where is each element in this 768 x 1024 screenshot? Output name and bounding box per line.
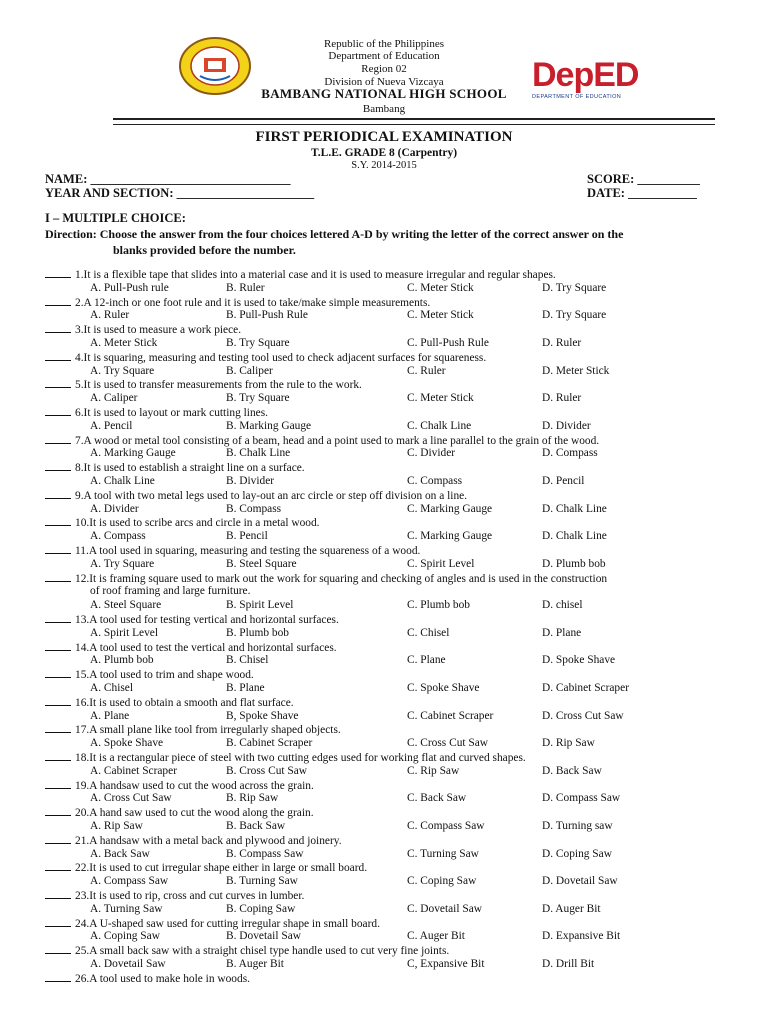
choice-a: A. Pull-Push rule <box>90 281 169 294</box>
question-17 <box>45 723 341 736</box>
choice-d: D. Rip Saw <box>542 737 595 750</box>
answer-blank[interactable] <box>45 351 71 361</box>
choice-c: C. Chalk Line <box>407 419 472 432</box>
choice-d: D. Spoke Shave <box>542 654 616 667</box>
choice-b: B. Chisel <box>226 654 269 667</box>
question-number: 1. <box>75 269 84 281</box>
choice-d: D. Ruler <box>542 337 582 349</box>
header-rule <box>113 118 715 120</box>
choice-a: A. Meter Stick <box>90 337 158 349</box>
choice-b: B. Back Saw <box>226 820 286 832</box>
choice-a: A. Rip Saw <box>90 820 143 832</box>
choice-d: D. Auger Bit <box>542 902 601 915</box>
answer-blank[interactable] <box>45 572 71 582</box>
choice-a: A. Chisel <box>90 682 134 694</box>
choice-c: C. Turning Saw <box>407 847 479 860</box>
question-text: It is used to cut irregular shape either in large or small board. <box>89 862 368 875</box>
question-22 <box>45 861 367 874</box>
answer-blank[interactable] <box>45 668 71 678</box>
question-text: A hand saw used to cut the wood along the grain. <box>89 807 314 820</box>
question-1 <box>45 268 556 281</box>
question-5 <box>45 378 362 391</box>
choice-c: C. Marking Gauge <box>407 530 493 543</box>
answer-blank[interactable] <box>45 641 71 651</box>
choice-a: A. Spoke Shave <box>90 737 164 750</box>
choice-c: C. Meter Stick <box>407 309 474 322</box>
choice-c: C. Cross Cut Saw <box>407 737 489 750</box>
choice-a: A. Plane <box>90 709 130 722</box>
choice-a: A. Cross Cut Saw <box>90 792 172 805</box>
choice-a: A. Chalk Line <box>90 475 155 487</box>
school-year: S.Y. 2014-2015 <box>351 160 417 171</box>
question-7 <box>45 434 599 447</box>
question-number: 13. <box>75 614 90 626</box>
question-text-continued: of roof framing and large furniture. <box>90 585 251 598</box>
question-20 <box>45 806 314 819</box>
answer-blank[interactable] <box>45 751 71 761</box>
question-14 <box>45 641 337 654</box>
question-19 <box>45 779 314 792</box>
choice-b: B. Steel Square <box>226 557 297 570</box>
question-number: 8. <box>75 462 84 475</box>
question-text: A tool with two metal legs used to lay-out an arc circle or step off division on a line. <box>83 489 468 502</box>
choice-b: B, Spoke Shave <box>226 709 299 722</box>
choice-b: B. Ruler <box>226 281 265 294</box>
question-10 <box>45 516 320 529</box>
answer-blank[interactable] <box>45 461 71 471</box>
answer-blank[interactable] <box>45 834 71 844</box>
question-number: 11. <box>75 545 89 557</box>
question-text: A tool used to trim and shape wood. <box>89 669 254 682</box>
choice-a: A. Spirit Level <box>90 626 159 639</box>
answer-blank[interactable] <box>45 434 71 444</box>
year-section-field[interactable]: YEAR AND SECTION: ______________________ <box>45 186 315 200</box>
answer-blank[interactable] <box>45 268 71 278</box>
choice-b: B. Coping Saw <box>226 902 296 915</box>
name-field[interactable]: NAME: ________________________________ <box>45 172 291 186</box>
choice-b: B. Cabinet Scraper <box>226 737 313 750</box>
answer-blank[interactable] <box>45 917 71 927</box>
exam-subject: T.L.E. GRADE 8 (Carpentry) <box>310 147 458 159</box>
question-text: A tool used in squaring, measuring and testing the squareness of a wood. <box>88 545 421 557</box>
choice-d: D. Compass <box>542 447 598 460</box>
question-text: A small back saw with a straight chisel type handle used to cut very fine joints. <box>89 945 450 958</box>
choice-c: C, Expansive Bit <box>407 958 485 970</box>
question-number: 16. <box>75 696 90 709</box>
choice-a: A. Dovetail Saw <box>90 958 166 970</box>
choice-b: B. Cross Cut Saw <box>226 764 308 777</box>
choice-b: B. Compass Saw <box>226 847 304 860</box>
question-number: 23. <box>75 890 90 902</box>
choice-d: D. Cabinet Scraper <box>542 682 629 694</box>
header-region: Region 02 <box>361 63 407 75</box>
choice-a: A. Caliper <box>90 392 138 405</box>
choice-b: B. Try Square <box>226 337 290 349</box>
deped-logo-text: DepED <box>532 56 639 94</box>
answer-blank[interactable] <box>45 516 71 526</box>
answer-blank[interactable] <box>45 296 71 306</box>
choice-c: C. Marking Gauge <box>407 502 493 515</box>
question-number: 4. <box>75 351 84 364</box>
answer-blank[interactable] <box>45 723 71 733</box>
choice-a: A. Try Square <box>90 557 155 570</box>
choice-d: D. chisel <box>542 599 583 612</box>
question-number: 18. <box>75 752 90 764</box>
question-text: It is used to measure a work piece. <box>83 324 242 337</box>
answer-blank[interactable] <box>45 779 71 789</box>
question-text: It is used to obtain a smooth and flat surface. <box>89 696 294 709</box>
choice-d: D. Cross Cut Saw <box>542 709 624 722</box>
question-25 <box>45 944 449 957</box>
question-text: It is framing square used to mark out the work for squaring and checking of angles and is used in the construction <box>89 572 608 585</box>
question-3 <box>45 323 241 336</box>
question-number: 12. <box>75 572 90 585</box>
choice-d: D. Chalk Line <box>542 502 607 515</box>
question-number: 3. <box>75 324 84 337</box>
question-number: 24. <box>75 917 90 930</box>
choice-c: C. Back Saw <box>407 792 467 805</box>
question-text: It is used to rip, cross and cut curves in lumber. <box>89 890 305 902</box>
question-text: It is used to layout or mark cutting lines. <box>83 407 268 419</box>
choice-d: D. Ruler <box>542 392 582 405</box>
choice-c: C. Ruler <box>407 364 446 377</box>
choice-b: B. Caliper <box>226 364 273 377</box>
choice-c: C. Dovetail Saw <box>407 902 482 915</box>
choice-c: C. Spoke Shave <box>407 682 480 694</box>
question-8 <box>45 461 305 474</box>
choice-c: C. Plumb bob <box>407 599 470 612</box>
answer-blank[interactable] <box>45 889 71 899</box>
question-text: A handsaw used to cut the wood across the grain. <box>89 779 314 792</box>
choice-a: A. Divider <box>90 502 139 515</box>
answer-blank[interactable] <box>45 696 71 706</box>
question-text: A U-shaped saw used for cutting irregular shape in small board. <box>89 917 380 930</box>
choice-b: B. Chalk Line <box>226 447 291 460</box>
choice-d: D. Try Square <box>542 309 607 322</box>
question-number: 19. <box>75 779 90 792</box>
choice-d: D. Turning saw <box>542 820 613 832</box>
question-12 <box>45 572 607 585</box>
choice-c: C. Compass Saw <box>407 820 485 832</box>
choice-c: C. Cabinet Scraper <box>407 709 494 722</box>
question-text: A handsaw with a metal back and plywood and joinery. <box>89 834 342 847</box>
question-text: A tool used to make hole in woods. <box>89 972 250 985</box>
choice-d: D. Divider <box>542 419 591 432</box>
question-text: It is squaring, measuring and testing tool used to check adjacent surfaces for squareness. <box>83 351 487 364</box>
question-16 <box>45 696 294 709</box>
question-number: 17. <box>75 724 90 737</box>
deped-logo-subtitle: DEPARTMENT OF EDUCATION <box>532 94 622 100</box>
question-text: A wood or metal tool consisting of a beam, head and a point used to mark a line parallel to the grain of the wood. <box>83 434 600 447</box>
choice-c: C. Meter Stick <box>407 281 474 294</box>
date-field[interactable]: DATE: ___________ <box>587 186 697 200</box>
choice-d: D. Pencil <box>542 475 585 487</box>
answer-blank[interactable] <box>45 944 71 954</box>
choice-a: A. Ruler <box>90 309 130 322</box>
deped-logo <box>532 58 654 104</box>
direction-line2: blanks provided before the number. <box>113 243 296 257</box>
choice-c: C. Spirit Level <box>407 557 475 570</box>
question-23 <box>45 889 304 902</box>
question-text: It is used to transfer measurements from the rule to the work. <box>83 379 362 392</box>
question-text: A tool used for testing vertical and horizontal surfaces. <box>89 614 339 626</box>
choice-b: B. Dovetail Saw <box>226 930 301 943</box>
answer-blank[interactable] <box>45 323 71 333</box>
question-text: It is used to scribe arcs and circle in a metal wood. <box>89 517 320 530</box>
choice-b: B. Turning Saw <box>226 875 298 888</box>
question-4 <box>45 351 486 364</box>
question-number: 7. <box>75 434 84 447</box>
choice-d: D. Compass Saw <box>542 792 621 805</box>
header-division: Division of Nueva Vizcaya <box>324 76 444 88</box>
choice-c: C. Plane <box>407 654 446 667</box>
choice-b: B. Spirit Level <box>226 599 294 612</box>
choice-d: D. Dovetail Saw <box>542 875 618 888</box>
choice-c: C. Rip Saw <box>407 764 460 777</box>
answer-blank[interactable] <box>45 489 71 499</box>
choice-d: D. Coping Saw <box>542 847 612 860</box>
choice-a: A. Try Square <box>90 364 155 377</box>
question-text: A small plane like tool from irregularly shaped objects. <box>89 724 341 737</box>
answer-blank[interactable] <box>45 406 71 416</box>
header-department: Department of Education <box>328 50 440 62</box>
direction-line1: Direction: Choose the answer from the four choices lettered A-D by writing the letter of the correct answer on the <box>45 227 624 241</box>
question-number: 20. <box>75 807 90 820</box>
answer-blank[interactable] <box>45 613 71 623</box>
choice-a: A. Compass Saw <box>90 875 169 888</box>
question-number: 6. <box>75 407 84 419</box>
exam-title: FIRST PERIODICAL EXAMINATION <box>255 129 513 145</box>
choice-b: B. Plane <box>226 682 265 694</box>
question-number: 14. <box>75 641 90 654</box>
choice-a: A. Coping Saw <box>90 930 160 943</box>
answer-blank[interactable] <box>45 861 71 871</box>
choice-c: C. Compass <box>407 475 463 487</box>
choice-b: B. Divider <box>226 475 275 487</box>
question-number: 9. <box>75 489 84 502</box>
choice-a: A. Compass <box>90 530 146 543</box>
score-field[interactable]: SCORE: __________ <box>587 172 700 186</box>
choice-d: D. Drill Bit <box>542 958 595 970</box>
school-name: BAMBANG NATIONAL HIGH SCHOOL <box>261 86 507 101</box>
question-21 <box>45 834 342 847</box>
choice-a: A. Steel Square <box>90 599 162 612</box>
answer-blank[interactable] <box>45 378 71 388</box>
header-republic: Republic of the Philippines <box>323 38 445 50</box>
question-text: A tool used to test the vertical and horizontal surfaces. <box>89 641 337 654</box>
choice-b: B. Auger Bit <box>226 958 284 970</box>
choice-a: A. Pencil <box>90 419 133 432</box>
question-9 <box>45 489 467 502</box>
choice-b: B. Compass <box>226 502 282 515</box>
choice-c: C. Coping Saw <box>407 875 477 888</box>
question-text: It is a rectangular piece of steel with two cutting edges used for working flat and curved shapes. <box>89 752 526 764</box>
choice-c: C. Auger Bit <box>407 930 465 943</box>
choice-c: C. Pull-Push Rule <box>407 337 489 349</box>
question-text: It is a flexible tape that slides into a material case and it is used to measure irregular and regular shapes. <box>83 269 556 281</box>
question-number: 15. <box>75 669 90 682</box>
choice-b: B. Try Square <box>226 392 290 405</box>
choice-a: A. Back Saw <box>90 847 150 860</box>
question-2 <box>45 296 430 309</box>
question-18 <box>45 751 526 764</box>
choice-d: D. Meter Stick <box>542 364 610 377</box>
header-town: Bambang <box>362 103 406 115</box>
header-rule-thin <box>113 124 715 125</box>
choice-b: B. Marking Gauge <box>226 419 312 432</box>
question-26 <box>45 972 250 985</box>
choice-a: A. Marking Gauge <box>90 447 176 460</box>
choice-d: D. Plane <box>542 626 582 639</box>
question-text: It is used to establish a straight line on a surface. <box>83 462 305 475</box>
choice-d: D. Back Saw <box>542 764 602 777</box>
choice-b: B. Pencil <box>226 530 268 543</box>
section-title: I – MULTIPLE CHOICE: <box>45 211 186 225</box>
choice-a: A. Cabinet Scraper <box>90 764 177 777</box>
question-number: 26. <box>75 972 90 985</box>
choice-b: B. Rip Saw <box>226 792 279 805</box>
answer-blank[interactable] <box>45 806 71 816</box>
question-6 <box>45 406 268 419</box>
question-number: 10. <box>75 517 90 530</box>
choice-d: D. Expansive Bit <box>542 930 621 943</box>
choice-b: B. Pull-Push Rule <box>226 309 308 322</box>
choice-d: D. Plumb bob <box>542 557 606 570</box>
choice-a: A. Turning Saw <box>90 902 163 915</box>
choice-c: C. Divider <box>407 447 456 460</box>
choice-a: A. Plumb bob <box>90 654 154 667</box>
question-number: 22. <box>75 862 90 875</box>
answer-blank[interactable] <box>45 544 71 554</box>
question-13 <box>45 613 339 626</box>
question-24 <box>45 917 380 930</box>
question-15 <box>45 668 254 681</box>
question-number: 5. <box>75 379 84 392</box>
question-number: 2. <box>75 296 84 309</box>
question-number: 21. <box>75 834 90 847</box>
choice-c: C. Meter Stick <box>407 392 474 405</box>
answer-blank[interactable] <box>45 972 71 982</box>
question-text: A 12-inch or one foot rule and it is used to take/make simple measurements. <box>83 296 431 309</box>
question-number: 25. <box>75 945 90 958</box>
choice-b: B. Plumb bob <box>226 626 289 639</box>
question-11 <box>45 544 420 557</box>
choice-c: C. Chisel <box>407 626 450 639</box>
choice-d: D. Try Square <box>542 281 607 294</box>
choice-d: D. Chalk Line <box>542 530 607 543</box>
